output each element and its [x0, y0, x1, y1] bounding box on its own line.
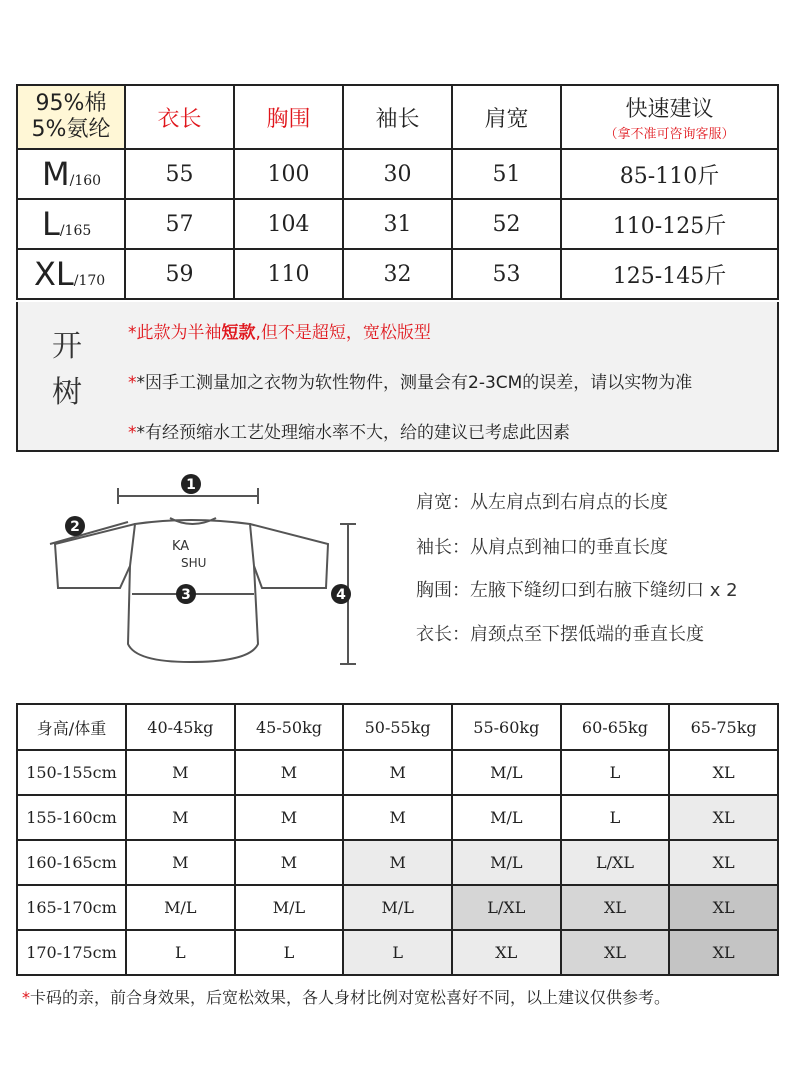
rec-weight-col: 60-65kg	[561, 704, 670, 750]
rec-size-cell: XL	[669, 885, 778, 930]
rec-weight-col: 65-75kg	[669, 704, 778, 750]
header-chest: 胸围	[234, 85, 343, 149]
size-table-header	[17, 85, 778, 149]
shoulder-value: 53	[452, 249, 561, 299]
marker-2	[65, 516, 85, 536]
rec-size-cell: M/L	[452, 795, 561, 840]
rec-size-cell: M	[235, 750, 344, 795]
rec-size-cell: M	[343, 840, 452, 885]
notes-panel	[16, 302, 779, 452]
shirt-print-bottom: SHU	[181, 556, 207, 570]
length-value: 57	[125, 199, 234, 249]
svg-text:2: 2	[70, 519, 80, 535]
shirt-print-top: KA	[172, 539, 190, 554]
header-sleeve: 袖长	[343, 85, 452, 149]
legend-shoulder: 肩宽：从左肩点到右肩点的长度	[416, 492, 668, 513]
marker-3	[176, 584, 196, 604]
header-shoulder: 肩宽	[452, 85, 561, 149]
sleeve-value: 32	[343, 249, 452, 299]
size-row-l	[17, 199, 778, 249]
rec-size-cell: XL	[669, 840, 778, 885]
svg-text:1: 1	[186, 477, 196, 493]
legend-chest: 胸围：左腋下缝纫口到右腋下缝纫口 x 2	[416, 580, 738, 601]
weight-advice: 110-125斤	[561, 199, 778, 249]
sleeve-value: 31	[343, 199, 452, 249]
shoulder-value: 51	[452, 149, 561, 199]
rec-size-cell: M/L	[343, 885, 452, 930]
legend-length: 衣长：肩颈点至下摆低端的垂直长度	[416, 624, 704, 645]
rec-size-cell: M	[235, 795, 344, 840]
shoulder-value: 52	[452, 199, 561, 249]
advice-title: 快速建议	[625, 97, 714, 122]
rec-height-label: 165-170cm	[17, 885, 126, 930]
size-row-m	[17, 149, 778, 199]
svg-text:4: 4	[336, 587, 346, 603]
rec-height-label: 150-155cm	[17, 750, 126, 795]
material-spandex: 5%氨纶	[31, 117, 111, 142]
rec-size-cell: M/L	[452, 840, 561, 885]
rec-weight-col: 55-60kg	[452, 704, 561, 750]
size-recommendation-table	[16, 703, 779, 976]
garment-diagram	[40, 466, 370, 676]
rec-row	[17, 930, 778, 975]
brand-logo: 开 树	[52, 329, 82, 410]
size-label: M/160	[17, 149, 125, 199]
size-table	[16, 84, 779, 300]
rec-size-cell: XL	[561, 930, 670, 975]
size-label: XL/170	[17, 249, 125, 299]
rec-size-cell: M	[235, 840, 344, 885]
weight-advice: 85-110斤	[561, 149, 778, 199]
rec-size-cell: XL	[669, 795, 778, 840]
advice-sub: （拿不准可咨询客服）	[604, 127, 735, 142]
rec-height-label: 170-175cm	[17, 930, 126, 975]
rec-row	[17, 750, 778, 795]
rec-size-cell: XL	[669, 930, 778, 975]
rec-size-cell: M/L	[452, 750, 561, 795]
legend-sleeve: 袖长：从肩点到袖口的垂直长度	[416, 537, 668, 558]
rec-size-cell: M/L	[235, 885, 344, 930]
rec-size-cell: M/L	[126, 885, 235, 930]
rec-size-cell: L	[561, 795, 670, 840]
marker-4	[331, 584, 351, 604]
length-value: 55	[125, 149, 234, 199]
rec-size-cell: M	[343, 750, 452, 795]
rec-size-cell: L	[561, 750, 670, 795]
rec-row	[17, 795, 778, 840]
note-measure-error: **因手工测量加之衣物为软性物件，测量会有2-3CM的误差，请以实物为准	[128, 373, 693, 393]
rec-row	[17, 840, 778, 885]
rec-height-label: 160-165cm	[17, 840, 126, 885]
svg-text:3: 3	[181, 587, 191, 603]
chest-value: 110	[234, 249, 343, 299]
marker-1	[181, 474, 201, 494]
rec-size-cell: L	[343, 930, 452, 975]
rec-size-cell: M	[126, 840, 235, 885]
rec-size-cell: M	[126, 750, 235, 795]
rec-weight-col: 40-45kg	[126, 704, 235, 750]
rec-size-cell: M	[343, 795, 452, 840]
rec-size-cell: L/XL	[561, 840, 670, 885]
size-row-xl	[17, 249, 778, 299]
rec-weight-col: 50-55kg	[343, 704, 452, 750]
sleeve-value: 30	[343, 149, 452, 199]
rec-corner: 身高/体重	[17, 704, 126, 750]
length-value: 59	[125, 249, 234, 299]
rec-weight-col: 45-50kg	[235, 704, 344, 750]
header-length: 衣长	[125, 85, 234, 149]
rec-header-row	[17, 704, 778, 750]
rec-size-cell: L/XL	[452, 885, 561, 930]
chest-value: 100	[234, 149, 343, 199]
material-cotton: 95%棉	[35, 91, 107, 116]
rec-size-cell: L	[126, 930, 235, 975]
rec-size-cell: XL	[669, 750, 778, 795]
material-cell	[17, 85, 125, 149]
note-shrinkage: **有经预缩水工艺处理缩水率不大，给的建议已考虑此因素	[128, 423, 570, 443]
rec-size-cell: L	[235, 930, 344, 975]
footer-note: *卡码的亲，前合身效果，后宽松效果，各人身材比例对宽松喜好不同，以上建议仅供参考。	[22, 988, 671, 1007]
header-advice	[561, 85, 778, 149]
rec-size-cell: M	[126, 795, 235, 840]
rec-size-cell: XL	[561, 885, 670, 930]
chest-value: 104	[234, 199, 343, 249]
size-label: L/165	[17, 199, 125, 249]
note-short-style: *此款为半袖短款,但不是超短，宽松版型	[128, 323, 431, 343]
rec-size-cell: XL	[452, 930, 561, 975]
rec-row	[17, 885, 778, 930]
rec-height-label: 155-160cm	[17, 795, 126, 840]
weight-advice: 125-145斤	[561, 249, 778, 299]
